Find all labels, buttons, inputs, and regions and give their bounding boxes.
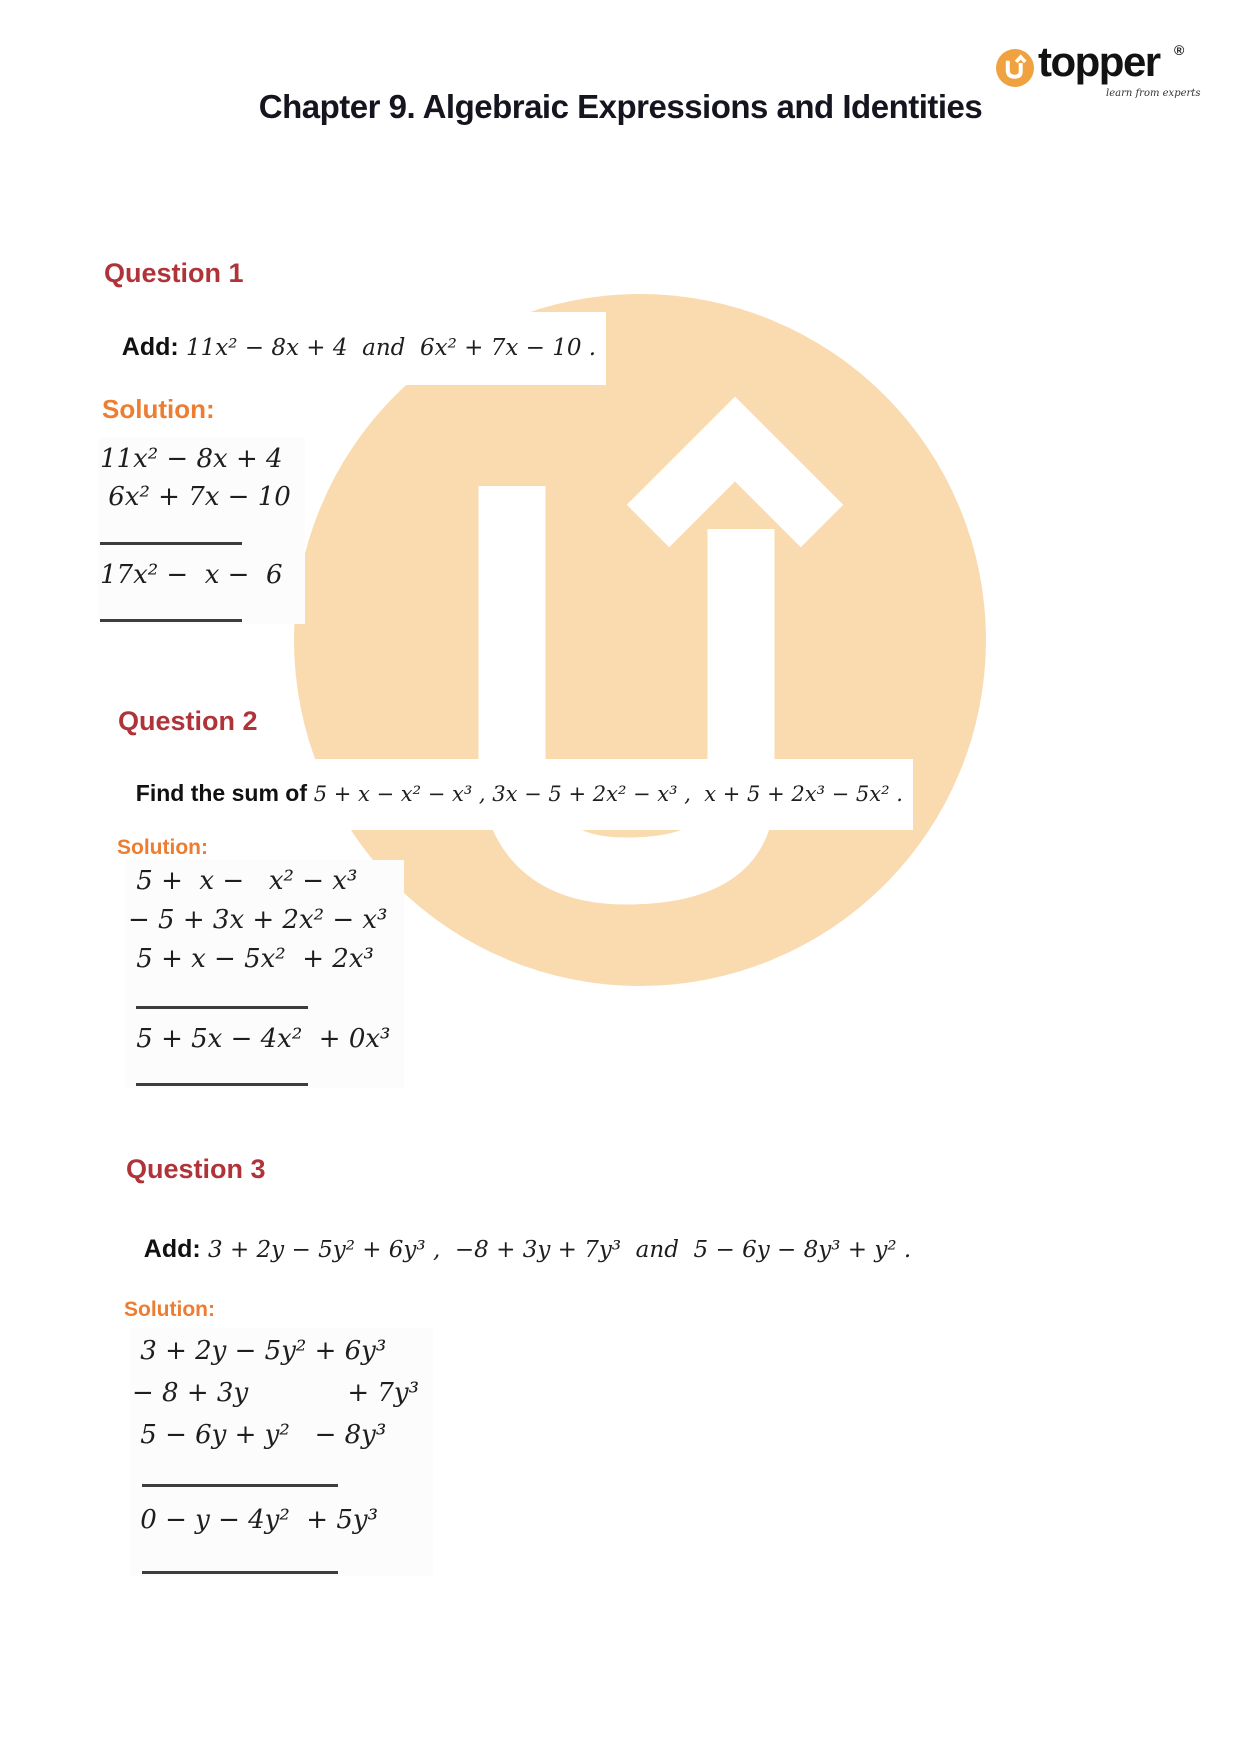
prompt-expression bbox=[307, 782, 314, 806]
sum-rule bbox=[136, 1006, 308, 1009]
utopper-logo-icon bbox=[996, 49, 1034, 87]
solution-2-label: Solution: bbox=[117, 836, 208, 859]
question-2-heading: Question 2 bbox=[118, 706, 258, 736]
addend-row: 6x² + 7x − 10 bbox=[100, 482, 291, 512]
prompt-expression: 5 + x − x² − x³ , 3x − 5 + 2x² − x³ , x + 5 + 2x³ − 5x² . bbox=[313, 782, 903, 806]
addend-column bbox=[126, 860, 404, 1088]
addend-row: 5 + x − x² − x³ bbox=[128, 866, 358, 896]
addend-row: 11x² − 8x + 4 bbox=[100, 444, 283, 474]
addend-row: − 8 + 3y + 7y³ bbox=[132, 1378, 420, 1408]
question-1-prompt bbox=[104, 312, 606, 385]
prompt-expression bbox=[201, 1237, 208, 1263]
prompt-label: Find the sum of bbox=[135, 780, 307, 806]
question-2-prompt bbox=[118, 759, 913, 830]
sum-rule bbox=[136, 1083, 308, 1086]
sum-rule bbox=[142, 1571, 338, 1574]
solution-3-work bbox=[130, 1328, 433, 1579]
brand-name: topper bbox=[1038, 38, 1160, 85]
solution-1-label: Solution: bbox=[102, 394, 215, 424]
sum-rule bbox=[142, 1484, 338, 1487]
page-title: Chapter 9. Algebraic Expressions and Identities bbox=[258, 88, 983, 125]
prompt-expression: 11x² − 8x + 4 and 6x² + 7x − 10 . bbox=[186, 335, 597, 361]
solution-1-work bbox=[98, 438, 305, 627]
question-3-heading: Question 3 bbox=[126, 1154, 266, 1184]
sum-rule bbox=[100, 542, 242, 545]
question-3-prompt bbox=[126, 1214, 921, 1287]
prompt-label: Add: bbox=[143, 1235, 201, 1263]
prompt-label: Add: bbox=[121, 333, 179, 361]
addend-column bbox=[98, 438, 305, 624]
solution-3-label: Solution: bbox=[124, 1298, 215, 1321]
addend-row: 5 − 6y + y² − 8y³ bbox=[132, 1420, 387, 1450]
solution-2-work bbox=[126, 860, 404, 1091]
registered-mark-icon: ® bbox=[1174, 42, 1185, 58]
addend-column bbox=[130, 1328, 433, 1576]
prompt-expression bbox=[179, 335, 186, 361]
result-row: 17x² − x − 6 bbox=[100, 560, 283, 590]
brand-tagline: learn from experts bbox=[1106, 88, 1201, 99]
addend-row: − 5 + 3x + 2x² − x³ bbox=[128, 905, 388, 935]
prompt-expression: 3 + 2y − 5y² + 6y³ , −8 + 3y + 7y³ and 5 − 6y − 8y³ + y² . bbox=[208, 1237, 912, 1263]
result-row: 0 − y − 4y² + 5y³ bbox=[132, 1505, 379, 1535]
sum-rule bbox=[100, 619, 242, 622]
result-row: 5 + 5x − 4x² + 0x³ bbox=[128, 1024, 391, 1054]
addend-row: 5 + x − 5x² + 2x³ bbox=[128, 944, 374, 974]
question-1-heading: Question 1 bbox=[104, 258, 244, 288]
addend-row: 3 + 2y − 5y² + 6y³ bbox=[132, 1336, 387, 1366]
